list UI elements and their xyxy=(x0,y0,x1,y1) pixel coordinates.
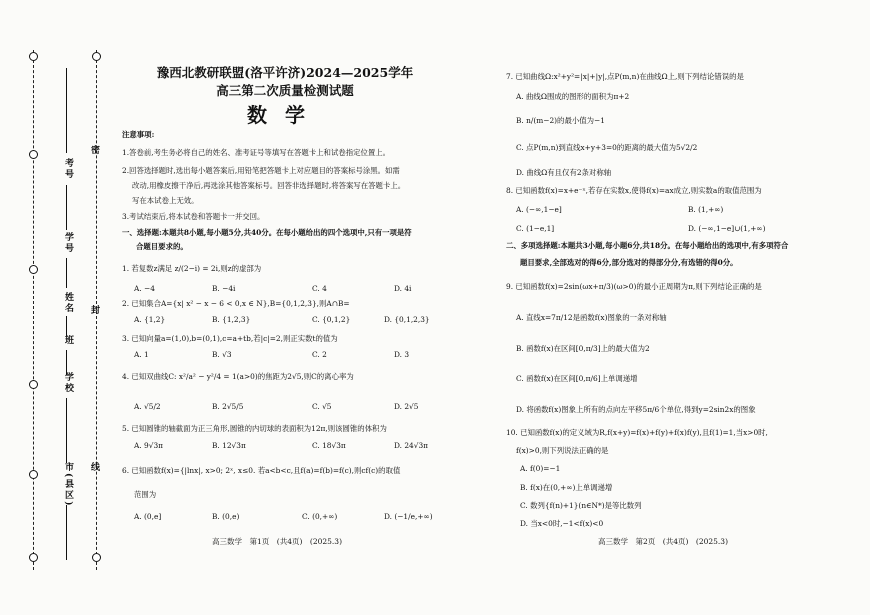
q9-option-d: D. 将函数f(x)图象上所有的点向左平移5π/6个单位,得到y=2sin2x的图象 xyxy=(516,405,756,414)
seal-dashed-line-outer xyxy=(33,50,34,570)
notice-item: 改动,用橡皮擦干净后,再选涂其他答案标号。回答非选择题时,将答案写在答题卡上。 xyxy=(132,181,406,190)
question-10-stem: 10. 已知函数f(x)的定义域为R,f(x+y)=f(x)+f(y)+f(x)f(y),且f(1)=1,当x>0时, xyxy=(506,428,768,437)
label-student-number: 学号 xyxy=(63,232,73,254)
footer-page-1: 高三数学 第1页 (共4页) (2025.3) xyxy=(212,537,342,546)
seal-circle xyxy=(29,380,38,389)
seal-circle xyxy=(92,553,101,562)
q8-option-b: B. (1,+∞) xyxy=(688,205,724,214)
notice-item: 2.回答选择题时,选出每小题答案后,用铅笔把答题卡上对应题目的答案标号涂黑。如需 xyxy=(122,166,400,175)
section1-heading: 一、选择题:本题共8小题,每小题5分,共40分。在每小题给出的四个选项中,只有一项是符 xyxy=(122,228,412,237)
section2-heading-cont: 题目要求,全部选对的得6分,部分选对的得部分分,有选错的得0分。 xyxy=(520,258,738,267)
notice-item: 3.考试结束后,将本试卷和答题卡一并交回。 xyxy=(122,212,265,221)
label-exam-number: 考号 xyxy=(63,158,73,180)
q2-option-a: A. {1,2} xyxy=(134,315,166,324)
q2-option-d: D. {0,1,2,3} xyxy=(384,315,430,324)
q8-option-c: C. (1−e,1] xyxy=(516,224,555,233)
field-line xyxy=(66,258,67,288)
seal-circle xyxy=(29,52,38,61)
notice-item: 写在本试卷上无效。 xyxy=(132,196,199,205)
question-1-stem: 1. 若复数z满足 z/(2−i) = 2i,则z的虚部为 xyxy=(122,264,262,273)
q1-option-a: A. −4 xyxy=(134,284,155,293)
q10-option-b: B. f(x)在(0,+∞)上单调递增 xyxy=(520,483,613,492)
label-class: 班 xyxy=(63,335,73,346)
question-8-stem: 8. 已知函数f(x)=x+e⁻ˣ,若存在实数x,使得f(x)=ax成立,则实数a的取值范围为 xyxy=(506,186,762,195)
q7-option-a: A. 曲线Ω围成的图形的面积为π+2 xyxy=(516,92,630,101)
question-9-stem: 9. 已知函数f(x)=2sin(ωx+π/3)(ω>0)的最小正周期为π,则下列结论正确的是 xyxy=(506,282,762,291)
q8-option-a: A. (−∞,1−e] xyxy=(516,205,562,214)
q1-option-d: D. 4i xyxy=(394,284,412,293)
q9-option-a: A. 直线x=7π/12是函数f(x)图象的一条对称轴 xyxy=(516,313,667,322)
exam-subject: 数学 xyxy=(247,103,323,127)
q5-option-d: D. 24√3π xyxy=(394,441,429,450)
q2-option-b: B. {1,2,3} xyxy=(212,315,251,324)
q1-option-c: C. 4 xyxy=(312,284,327,293)
q6-option-d: D. (−1/e,+∞) xyxy=(384,512,433,521)
binding-margin xyxy=(0,0,110,615)
q7-option-c: C. 点P(m,n)到直线x+y+3=0的距离的最大值为5√2/2 xyxy=(516,143,698,152)
seal-mark-xian: 线 xyxy=(89,462,99,471)
seal-circle xyxy=(29,265,38,274)
question-10-stem-cont: f(x)>0,则下列说法正确的是 xyxy=(516,446,609,455)
q1-option-b: B. −4i xyxy=(212,284,236,293)
seal-mark-feng: 封 xyxy=(89,305,99,314)
field-line xyxy=(66,68,67,153)
question-3-stem: 3. 已知向量a=(1,0),b=(0,1),c=a+tb,若|c|=2,则正实数t的值为 xyxy=(122,334,338,343)
question-6-stem: 6. 已知函数f(x)={|lnx|, x>0; 2ˣ, x≤0. 若a<b<c,且f(a)=f(b)=f(c),则cf(c)的取值 xyxy=(122,466,401,475)
q6-option-b: B. (0,e) xyxy=(212,512,240,521)
field-line xyxy=(66,185,67,230)
q7-option-d: D. 曲线Ω有且仅有2条对称轴 xyxy=(516,168,612,177)
q10-option-d: D. 当x<0时,−1<f(x)<0 xyxy=(520,519,604,528)
question-5-stem: 5. 已知圆锥的轴截面为正三角形,圆锥的内切球的表面积为12π,则该圆锥的体积为 xyxy=(122,424,387,433)
q10-option-c: C. 数列{f(n)+1}(n∈N*)是等比数列 xyxy=(520,501,642,510)
q5-option-b: B. 12√3π xyxy=(212,441,246,450)
seal-mark-mi: 密 xyxy=(89,145,99,154)
q10-option-a: A. f(0)=−1 xyxy=(520,464,561,473)
seal-circle xyxy=(29,553,38,562)
q4-option-c: C. √5 xyxy=(312,402,332,411)
q9-option-c: C. 函数f(x)在区间[0,π/6]上单调递增 xyxy=(516,374,638,383)
q3-option-b: B. √3 xyxy=(212,350,232,359)
label-name: 姓名 xyxy=(63,292,73,314)
notice-heading: 注意事项: xyxy=(122,130,155,139)
question-2-stem: 2. 已知集合A={x| x² − x − 6 < 0,x ∈ N},B={0,1,2,3},则A∩B= xyxy=(122,299,350,308)
q4-option-d: D. 2√5 xyxy=(394,402,419,411)
q8-option-d: D. (−∞,1−e]∪(1,+∞) xyxy=(688,224,766,233)
field-line xyxy=(66,505,67,560)
q3-option-d: D. 3 xyxy=(394,350,410,359)
q9-option-b: B. 函数f(x)在区间[0,π/3]上的最大值为2 xyxy=(516,344,650,353)
section1-heading-cont: 合题目要求的。 xyxy=(136,242,188,251)
q5-option-a: A. 9√3π xyxy=(134,441,164,450)
question-6-stem-cont: 范围为 xyxy=(134,490,157,499)
q4-option-b: B. 2√5/5 xyxy=(212,402,244,411)
field-line xyxy=(66,398,67,463)
q5-option-c: C. 18√3π xyxy=(312,441,346,450)
q6-option-a: A. (0,e] xyxy=(134,512,162,521)
q6-option-c: C. (0,+∞) xyxy=(302,512,338,521)
seal-circle xyxy=(92,52,101,61)
question-7-stem: 7. 已知曲线Ω:x²+y²=|x|+|y|,点P(m,n)在曲线Ω上,则下列结论错误的是 xyxy=(506,72,744,81)
seal-circle xyxy=(29,470,38,479)
seal-circle xyxy=(29,150,38,159)
exam-title-line1: 豫西北教研联盟(洛平许济)2024—2025学年 xyxy=(156,65,414,80)
question-4-stem: 4. 已知双曲线C: x²/a² − y²/4 = 1(a>0)的焦距为2√5,则C的离心率为 xyxy=(122,372,354,381)
label-school: 学校 xyxy=(63,372,73,394)
q3-option-c: C. 2 xyxy=(312,350,327,359)
q7-option-b: B. n/(m−2)的最小值为−1 xyxy=(516,116,605,125)
q3-option-a: A. 1 xyxy=(134,350,149,359)
notice-item: 1.答卷前,考生务必将自己的姓名、准考证号等填写在答题卡上和试卷指定位置上。 xyxy=(122,148,391,157)
field-line xyxy=(66,316,67,336)
exam-title-line2: 高三第二次质量检测试题 xyxy=(216,83,354,98)
q2-option-c: C. {0,1,2} xyxy=(312,315,351,324)
section2-heading: 二、多项选择题:本题共3小题,每小题6分,共18分。在每小题给出的选项中,有多项符合 xyxy=(506,241,789,250)
footer-page-2: 高三数学 第2页 (共4页) (2025.3) xyxy=(598,537,728,546)
q4-option-a: A. √5/2 xyxy=(134,402,161,411)
label-district: 市(县区) xyxy=(63,462,73,508)
